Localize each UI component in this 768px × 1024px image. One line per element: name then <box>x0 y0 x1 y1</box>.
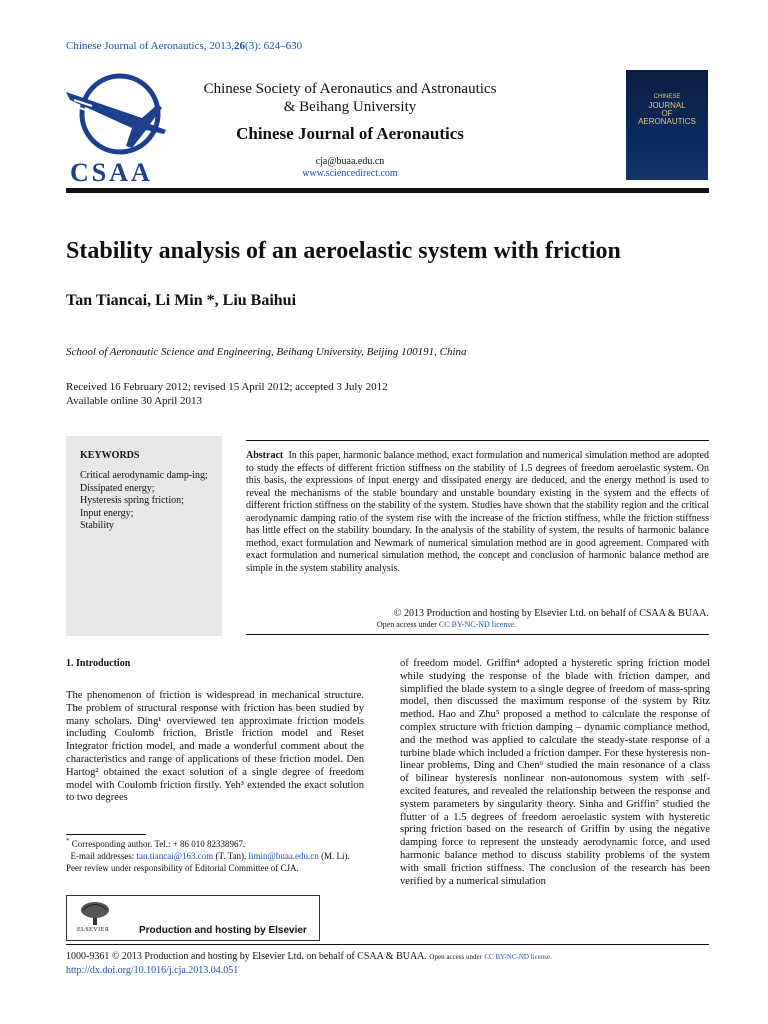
received-dates: Received 16 February 2012; revised 15 April 2012; accepted 3 July 2012 <box>66 381 388 393</box>
keywords-heading: KEYWORDS <box>80 450 140 461</box>
cover-title-line-1: JOURNAL <box>648 101 686 110</box>
cover-title-line-3: AERONAUTICS <box>638 117 696 126</box>
journal-email[interactable]: cja@buaa.edu.cn <box>315 156 385 167</box>
email-prefix: E-mail addresses: <box>70 851 135 861</box>
keyword-item: Dissipated energy; <box>80 482 155 494</box>
keyword-item: Critical aerodynamic damp-ing; <box>80 470 208 481</box>
bottom-open-access: Open access under <box>429 953 482 961</box>
bottom-license-link[interactable]: CC BY-NC-ND license. <box>484 953 552 961</box>
abstract-label: Abstract <box>246 450 284 461</box>
publisher-box <box>66 895 320 941</box>
corresponding-author <box>66 838 366 850</box>
keywords-box <box>66 436 222 636</box>
journal-reference[interactable] <box>66 40 302 52</box>
keywords-list <box>80 470 212 533</box>
section-heading: 1. Introduction <box>66 658 131 669</box>
email-owner-2: (M. Li). <box>321 851 350 861</box>
article-authors: Tan Tiancai, Li Min *, Liu Baihui <box>66 292 297 309</box>
bottom-info <box>66 950 709 978</box>
abstract-text: In this paper, harmonic balance method, exact formulation and numerical simulation method are adopted to study the effects of different friction stiffness on the stability of 1.5 degrees of freedom aeroelastic system. On this basis, the expressions of input energy and dissipated energy are deduced, and the energy method is used to reveal the mechanisms of the stable boundary and unstable boundary existing in the system and the effects of different friction stiffness on the stability of the system. Studies have shown that the stability region and the critical aerodynamic damping ratio of the system rise with the increase of the friction stiffness, while the friction stiffness has little effect on the stability boundary. In the analysis of the stability of system, the results of harmonic balance method, exact formulation and Newmark of numerical simulation method are in good agreement. Compared with exact formulation and numerical simulation method, the concept and conclusion of harmonic balance method are simple in the system stability analysis. <box>246 450 709 574</box>
open-access-prefix: Open access under <box>376 620 437 629</box>
bottom-rule <box>66 944 709 945</box>
abstract-copyright: © 2013 Production and hosting by Elsevier Ltd. on behalf of CSAA & BUAA. <box>393 608 709 619</box>
journal-ref-volume: 26 <box>234 40 246 52</box>
footnote-marker: * <box>66 837 70 845</box>
header-divider <box>66 188 709 193</box>
doi-link[interactable]: http://dx.doi.org/10.1016/j.cja.2013.04.051 <box>66 965 239 976</box>
production-text: Production and hosting by Elsevier <box>139 925 307 936</box>
footnotes <box>66 838 366 874</box>
journal-website[interactable]: www.sciencedirect.com <box>302 168 398 179</box>
society-name <box>200 80 500 116</box>
society-line-1: Chinese Society of Aeronautics and Astronautics <box>203 81 497 97</box>
keyword-item: Hysteresis spring friction; <box>80 495 184 506</box>
keyword-item: Stability <box>80 520 114 531</box>
journal-contact <box>200 156 500 180</box>
issn-text: 1000-9361 © 2013 Production and hosting by Elsevier Ltd. on behalf of CSAA & BUAA. <box>66 951 427 962</box>
cover-title <box>626 102 708 126</box>
license-link[interactable]: CC BY-NC-ND license. <box>438 620 516 629</box>
abstract-top-rule <box>246 440 709 441</box>
corresponding-text: Corresponding author. Tel.: + 86 010 82338967. <box>71 839 246 849</box>
issn-line <box>66 950 709 964</box>
intro-right-column: of freedom model. Griffin⁴ adopted a hysteretic spring friction model while studying the response of the blade with friction damper, and simplified the blade system to a single degree of freedom of mass-spring model, then discussed the maximum response of the system by Ritz method. Hao and Zhu⁵ proposed a method to calculate the response of complex structure with friction damping – dynamic compliance method, and the method was applied to calculate the steady-state response of a turbine blade which included a friction damper. For these hysteresis non-linear problems, Ding and Chen⁶ studied the main resonance of a class of bilinear hysteresis nonlinear non-autonomous system with self-excited features, and revealed the relationship between the response and system parameters by singularity theory. Sinha and Griffin⁷ studied the flutter of a 1.5 degrees of freedom aeroelastic system with hysteretic spring friction based on the research of Griffin by using the negative damping force to represent the unsteady aerodynamic force, and used harmonic balance method to discuss stability problems of the system with small friction stiffness. The conclusion of the research has been verified by a numerical simulation <box>400 658 710 887</box>
article-affiliation: School of Aeronautic Science and Engineering, Beihang University, Beijing 100191, China <box>66 346 467 358</box>
footnote-rule <box>66 834 146 835</box>
abstract-open-access <box>246 620 516 629</box>
email-link-2[interactable]: limin@buaa.edu.cn <box>248 851 319 861</box>
elsevier-wordmark: ELSEVIER <box>77 927 110 933</box>
email-link-1[interactable]: tan.tiancai@163.com <box>136 851 214 861</box>
journal-ref-prefix: Chinese Journal of Aeronautics, 2013, <box>66 40 235 52</box>
journal-cover <box>626 70 708 180</box>
peer-review-note: Peer review under responsibility of Editorial Committee of CJA. <box>66 863 299 873</box>
keyword-item: Input energy; <box>80 507 134 519</box>
journal-name: Chinese Journal of Aeronautics <box>236 124 464 143</box>
intro-left-column: The phenomenon of friction is widespread in mechanical structure. The problem of structural response with friction has been studied by many scholars. Ding¹ overviewed ten approximate friction models including Coulomb friction, Bristle friction model and Reset Integrator friction model, and made a wonderful comment about the characteristics and range of applications of these friction model. Den Hartog² obtained the exact solution of a single degree of freedom model with Coulomb friction firstly. Yeh³ extended the exact solution to two degrees <box>66 690 364 804</box>
elsevier-tree-icon <box>79 901 111 925</box>
cover-title-line-2: OF <box>661 109 673 118</box>
email-addresses <box>66 850 366 862</box>
article-dates <box>66 380 388 408</box>
article-title: Stability analysis of an aeroelastic system with friction <box>66 238 621 264</box>
abstract-bottom-rule <box>246 634 709 635</box>
online-date: Available online 30 April 2013 <box>66 395 203 407</box>
abstract <box>246 450 709 575</box>
journal-ref-suffix: (3): 624–630 <box>245 40 303 52</box>
csaa-logo-text: CSAA <box>70 158 153 187</box>
email-owner-1: (T. Tan), <box>215 851 247 861</box>
cover-small-text: CHINESE <box>653 94 681 100</box>
society-line-2: & Beihang University <box>283 99 417 115</box>
